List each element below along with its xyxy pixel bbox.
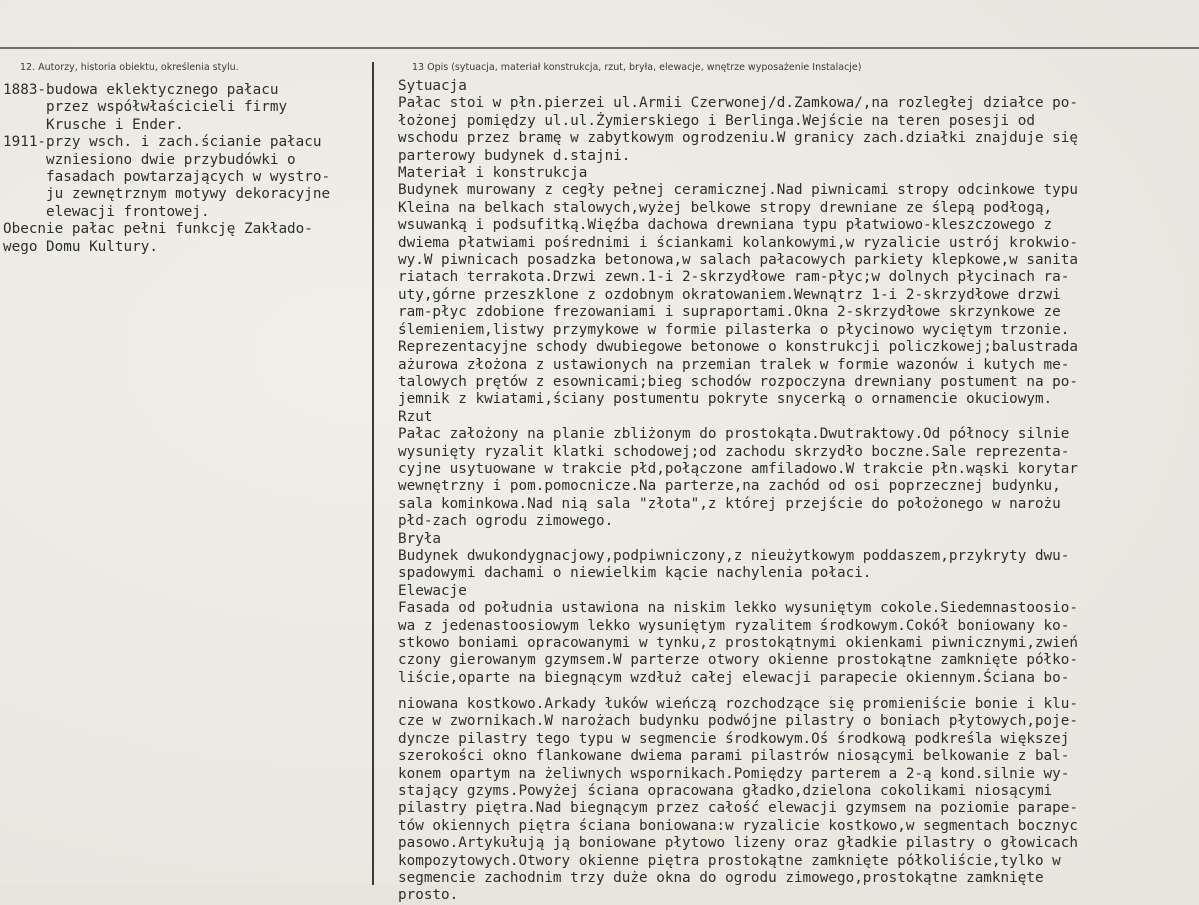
description-line: ażurowa złożona z ustawionych na przemian tralek w formie wazonów i kutych me- — [398, 356, 1070, 373]
description-line: niowana kostkowo.Arkady łuków wieńczą rozchodzące się promieniście bonie i klu- — [398, 696, 1078, 712]
description-line: Rzut — [398, 408, 433, 425]
history-line: Obecnie pałac pełni funkcję Zakłado- — [3, 221, 313, 238]
description-line: dwiema płatwiami pośrednimi i ściankami kolankowymi,w ryzalicie ustrój krokwio- — [398, 234, 1078, 251]
description-line: kompozytowych.Otwory okienne piętra prostokątne zamknięte półkoliście,tylko w — [398, 852, 1061, 869]
description-line: riatach terrakota.Drzwi zewn.1-i 2-skrzydłowe ram-płyc;w dolnych płycinach ra- — [398, 269, 1070, 286]
description-line: płd-zach ogrodu zimowego. — [398, 513, 614, 530]
column-divider — [372, 62, 374, 885]
history-line: ju zewnętrznym motywy dekoracyjne — [3, 186, 331, 203]
history-line: 1911-przy wsch. i zach.ścianie pałacu — [3, 134, 322, 151]
description-line: stkowo boniami opracowanymi w tynku,z prostokątnymi okienkami piwnicznymi,zwień — [398, 635, 1078, 651]
description-line: segmencie zachodnim trzy duże okna do ogrodu zimowego,prostokątne zamknięte — [398, 870, 1044, 887]
description-line: cyjne usytuowane w trakcie płd,połączone amfiladowo.W trakcie płn.wąski korytar — [398, 460, 1078, 477]
description-line: Sytuacja — [398, 78, 467, 94]
description-line: czony gierowanym gzymsem.W parterze otwory okienne prostokątne zamknięte półko- — [398, 652, 1078, 669]
history-line: Krusche i Ender. — [3, 116, 184, 133]
description-column-top — [398, 78, 1078, 687]
description-line: tów okiennych piętra ściana boniowana:w ryzalicie kostkowo,w segmentach bocznyc — [398, 817, 1078, 834]
description-line: wschodu przez bramę w zabytkowym ogrodzeniu.W granicy zach.działki znajduje się — [398, 130, 1078, 147]
top-rule — [0, 47, 1199, 49]
section-12-header: 12. Autorzy, historia obiektu, określenia stylu. — [20, 62, 239, 73]
history-line: wego Domu Kultury. — [3, 238, 158, 255]
description-line: ślemieniem,listwy przymykowe w formie pilasterka o płycinowo wyciętym trzonie. — [398, 321, 1070, 338]
description-line: Pałac założony na planie zbliżonym do prostokąta.Dwutraktowy.Od północy silnie — [398, 426, 1070, 443]
description-line: wsuwanką i podsufitką.Więźba dachowa drewniana typu płatwiowo-kleszczowego z — [398, 217, 1053, 234]
description-line: liście,oparte na biegnącym wzdłuż całej elewacji parapecie okiennym.Ściana bo- — [398, 669, 1070, 686]
description-line: konem opartym na żeliwnych wspornikach.Pomiędzy parterem a 2-ą kond.silnie wy- — [398, 765, 1070, 782]
description-line: spadowymi dachami o niewielkim kącie nachylenia połaci. — [398, 565, 872, 582]
description-line: Bryła — [398, 530, 442, 547]
history-line: fasadach powtarzających w wystro- — [3, 169, 331, 186]
description-line: prosto. — [398, 887, 459, 904]
description-line: dyncze pilastry tego typu w segmencie środkowym.Oś środkową podkreśla większej — [398, 730, 1070, 747]
description-line: wysunięty ryzalit klatki schodowej;od zachodu skrzydło boczne.Sale reprezenta- — [398, 443, 1070, 460]
section-13-header: 13 Opis (sytuacja, materiał konstrukcja, rzut, bryła, elewacje, wnętrze wyposażenie Instalacje) — [412, 62, 862, 73]
description-line: Pałac stoi w płn.pierzei ul.Armii Czerwonej/d.Zamkowa/,na rozległej działce po- — [398, 95, 1078, 112]
description-line: łożonej pomiędzy ul.ul.Żymierskiego i Berlinga.Wejście na teren posesji od — [398, 112, 1035, 129]
description-line: stający gzyms.Powyżej ściana opracowana gładko,dzielona cokolikami niosącymi — [398, 783, 1053, 800]
description-line: parterowy budynek d.stajni. — [398, 147, 631, 164]
history-line: wzniesiono dwie przybudówki o — [3, 151, 296, 168]
description-line: Budynek murowany z cegły pełnej ceramicznej.Nad piwnicami stropy odcinkowe typu — [398, 182, 1078, 199]
description-line: uty,górne przeszklone z ozdobnym okratowaniem.Wewnątrz 1-i 2-skrzydłowe drzwi — [398, 286, 1061, 303]
description-line: Reprezentacyjne schody dwubiegowe betonowe o konstrukcji policzkowej;balustrada — [398, 339, 1078, 356]
description-line: pilastry piętra.Nad biegnącym przez całość elewacji gzymsem na poziomie parape- — [398, 800, 1078, 817]
description-line: wewnętrzny i pom.pomocnicze.Na parterze,na zachód od osi poprzecznej budynku, — [398, 478, 1061, 495]
description-column-bottom — [398, 696, 1078, 905]
description-line: cze w zwornikach.W narożach budynku podwójne pilastry o boniach płytowych,poje- — [398, 713, 1078, 730]
description-line: ram-płyc zdobione frezowaniami i supraportami.Okna 2-skrzydłowe skrzynkowe ze — [398, 304, 1061, 321]
description-line: jemnik z kwiatami,ściany postumentu pokryte snycerką o ornamencie okuciowym. — [398, 391, 1053, 408]
history-line: 1883-budowa eklektycznego pałacu — [3, 82, 279, 98]
description-line: Fasada od południa ustawiona na niskim lekko wysuniętym cokole.Siedemnastoosio- — [398, 600, 1078, 617]
description-line: Budynek dwukondygnacjowy,podpiwniczony,z nieużytkowym poddaszem,przykryty dwu- — [398, 547, 1070, 564]
description-line: Materiał i konstrukcja — [398, 165, 588, 182]
description-line: wa z jedenastoosiowym lekko wysuniętym ryzalitem środkowym.Cokół boniowany ko- — [398, 617, 1070, 634]
description-line: talowych prętów z esownicami;bieg schodów rozpoczyna drewniany postument na po- — [398, 373, 1078, 390]
description-line: Elewacje — [398, 582, 467, 599]
history-line: przez współwłaścicieli firmy — [3, 99, 288, 116]
history-column — [3, 82, 330, 256]
description-line: wy.W piwnicach posadzka betonowa,w salach pałacowych parkiety klepkowe,w sanita — [398, 252, 1078, 269]
history-line: elewacji frontowej. — [3, 203, 210, 220]
description-line: szerokości okno flankowane dwiema parami pilastrów niosącymi belkowanie z bal- — [398, 748, 1070, 765]
description-line: Kleina na belkach stalowych,wyżej belkowe stropy drewniane ze ślepą podłogą, — [398, 199, 1053, 216]
description-line: sala kominkowa.Nad nią sala "złota",z której przejście do położonego w narożu — [398, 495, 1061, 512]
description-line: pasowo.Artykułują ją boniowane płytowo lizeny oraz gładkie pilastry o głowicach — [398, 835, 1078, 852]
